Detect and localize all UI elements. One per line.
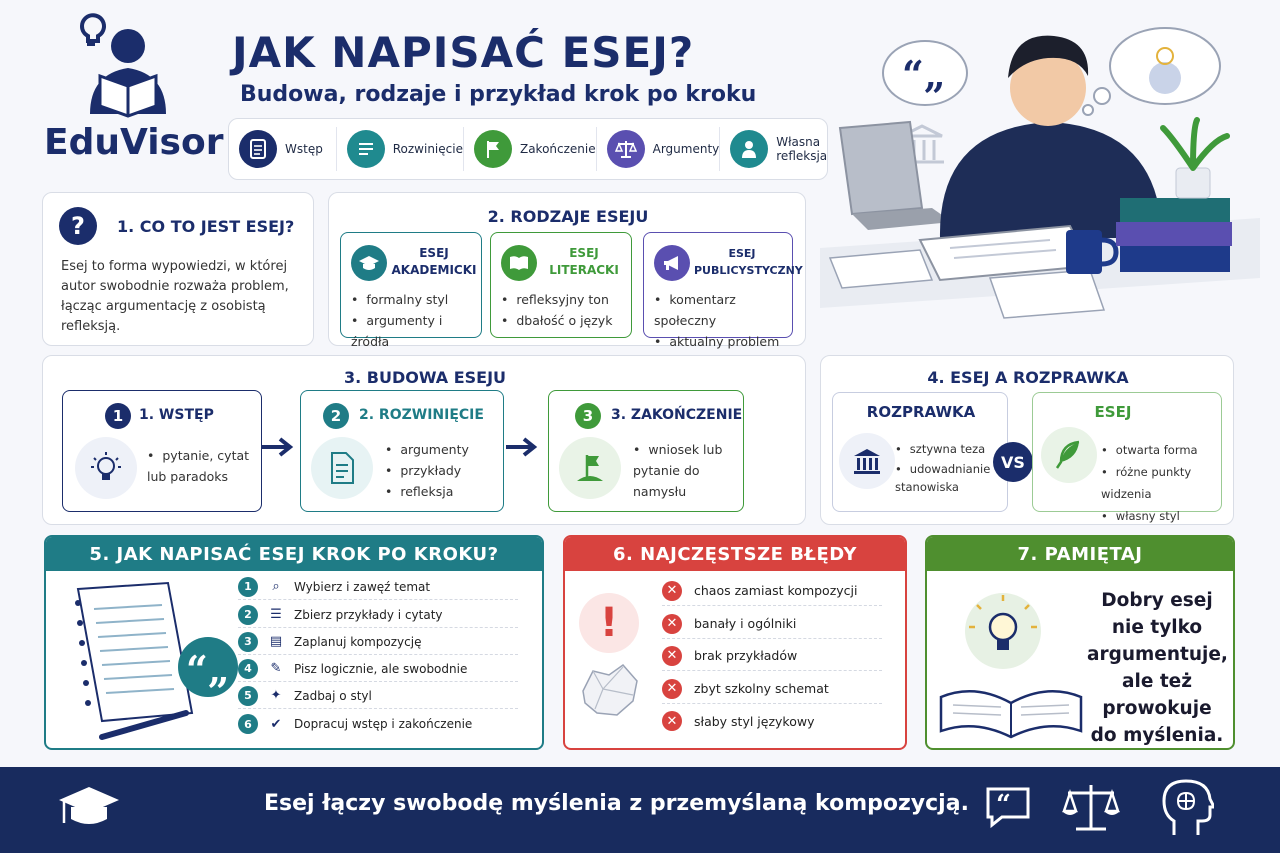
mistake-label: chaos zamiast kompozycji bbox=[694, 583, 858, 598]
student-illustration bbox=[820, 8, 1260, 348]
mistake-item bbox=[662, 641, 882, 671]
section-title: 2. RODZAJE ESEJU bbox=[487, 207, 649, 226]
legend-item-refleksja bbox=[720, 127, 827, 171]
comparison-bullet: • własny styl bbox=[1101, 505, 1221, 527]
x-icon: ✕ bbox=[662, 614, 682, 634]
clipboard-icon: ▤ bbox=[269, 634, 283, 649]
feather-icon bbox=[1041, 427, 1097, 483]
remember-text: Dobry esej nie tylko argumentuje, ale też prowokuje do myślenia. bbox=[1087, 590, 1228, 746]
notebook-illustration bbox=[58, 579, 238, 747]
type-card-akademicki bbox=[340, 232, 482, 349]
graduation-cap-icon bbox=[56, 783, 122, 833]
section-title: 5. JAK NAPISAĆ ESEJ KROK PO KROKU? bbox=[46, 537, 542, 571]
howto-step bbox=[238, 574, 518, 600]
megaphone-icon bbox=[654, 245, 690, 281]
step-number: 2 bbox=[323, 403, 349, 429]
comparison-esej bbox=[1032, 392, 1222, 523]
footer-banner bbox=[0, 767, 1280, 853]
comparison-bullet: • różne punkty widzenia bbox=[1101, 461, 1221, 505]
type-title: ESEJ AKADEMICKI bbox=[391, 246, 477, 277]
structure-step-wstep bbox=[62, 390, 262, 512]
reader-logo-icon bbox=[40, 10, 210, 122]
type-bullet: • formalny styl bbox=[351, 289, 481, 310]
step-number: 2 bbox=[238, 605, 258, 625]
comparison-bullet: • sztywna teza bbox=[895, 439, 1007, 460]
step-number: 1 bbox=[238, 577, 258, 597]
arrow-icon bbox=[506, 437, 542, 457]
legend-label: Własna refleksja bbox=[776, 135, 828, 163]
step-number: 4 bbox=[238, 659, 258, 679]
arrow-icon bbox=[262, 437, 298, 457]
svg-text:“„: “„ bbox=[902, 52, 946, 97]
step-number: 5 bbox=[238, 686, 258, 706]
flag-icon bbox=[559, 437, 621, 499]
brain-icon bbox=[1162, 779, 1214, 839]
question-icon: ? bbox=[59, 207, 97, 245]
comparison-bullet: • udowadnianie stanowiska bbox=[895, 460, 1007, 496]
footer-text: Esej łączy swobodę myślenia z przemyślaną kompozycją. bbox=[264, 791, 969, 816]
section-title: 4. ESEJ A ROZPRAWKA bbox=[927, 368, 1129, 387]
legend-label: Wstęp bbox=[285, 142, 323, 156]
document-icon bbox=[311, 437, 373, 499]
legend-label: Argumenty bbox=[652, 142, 720, 156]
svg-text:“: “ bbox=[996, 790, 1011, 820]
lightbulb-book-illustration bbox=[937, 587, 1087, 743]
sparkle-icon: ✦ bbox=[270, 688, 282, 703]
page-title: JAK NAPISAĆ ESEJ? bbox=[232, 28, 695, 77]
section-title: 1. CO TO JEST ESEJ? bbox=[117, 217, 295, 236]
structure-step-zakonczenie bbox=[548, 390, 744, 512]
step-label: Pisz logicznie, ale swobodnie bbox=[294, 661, 468, 676]
howto-step bbox=[238, 711, 518, 737]
step-number: 6 bbox=[238, 714, 258, 734]
page-subtitle: Budowa, rodzaje i przykład krok po kroku bbox=[240, 82, 757, 107]
pen-icon: ✎ bbox=[270, 661, 282, 676]
section-title: 3. BUDOWA ESEJU bbox=[343, 368, 507, 387]
mistake-label: banały i ogólniki bbox=[694, 616, 797, 631]
type-title: ESEJ LITERACKI bbox=[549, 246, 619, 277]
structure-step-rozwiniecie bbox=[300, 390, 504, 512]
legend-bar bbox=[228, 118, 828, 180]
book-icon bbox=[501, 245, 537, 281]
comparison-rozprawka bbox=[832, 392, 1008, 512]
step-title: 2. ROZWINIĘCIE bbox=[359, 407, 484, 423]
building-icon bbox=[839, 433, 895, 489]
step-title: 3. ZAKOŃCZENIE bbox=[611, 407, 743, 423]
x-icon: ✕ bbox=[662, 679, 682, 699]
type-title: ESEJ PUBLICYSTYCZNY bbox=[694, 247, 803, 277]
x-icon: ✕ bbox=[662, 581, 682, 601]
type-card-literacki bbox=[490, 232, 632, 338]
comparison-title: ROZPRAWKA bbox=[866, 403, 976, 421]
brand-logo bbox=[40, 10, 224, 170]
legend-item-rozwiniecie bbox=[337, 127, 464, 171]
step-bullet: • argumenty bbox=[385, 439, 469, 460]
legend-item-zakonczenie bbox=[464, 127, 597, 171]
mistake-item bbox=[662, 576, 882, 606]
step-bullet: • wniosek lub pytanie do namysłu bbox=[633, 439, 737, 502]
type-bullet: • aktualny problem bbox=[654, 331, 792, 352]
mistake-item bbox=[662, 706, 882, 736]
howto-step bbox=[238, 602, 518, 628]
vs-badge: VS bbox=[993, 442, 1033, 482]
brand-name: EduVisor bbox=[44, 122, 224, 163]
legend-label: Rozwinięcie bbox=[392, 142, 463, 156]
type-bullet: • refleksyjny ton bbox=[501, 289, 612, 310]
comparison-title: ESEJ bbox=[1094, 403, 1132, 421]
step-label: Zaplanuj kompozycję bbox=[294, 634, 422, 649]
lines-icon bbox=[347, 130, 385, 168]
legend-item-wstep bbox=[229, 127, 337, 171]
search-icon: ⌕ bbox=[272, 579, 280, 594]
step-title: 1. WSTĘP bbox=[139, 407, 214, 423]
howto-step bbox=[238, 629, 518, 655]
person-icon bbox=[730, 130, 768, 168]
quote-icon bbox=[984, 783, 1032, 831]
type-bullet: • komentarz społeczny bbox=[654, 289, 792, 331]
x-icon: ✕ bbox=[662, 711, 682, 731]
type-card-publicystyczny bbox=[643, 232, 803, 349]
mistake-label: zbyt szkolny schemat bbox=[694, 681, 829, 696]
graduation-cap-icon bbox=[351, 245, 387, 281]
warning-icon: ! bbox=[579, 593, 639, 653]
step-label: Zbierz przykłady i cytaty bbox=[294, 607, 443, 622]
legend-item-argumenty bbox=[597, 127, 721, 171]
legend-label: Zakończenie bbox=[519, 142, 596, 156]
section-definition bbox=[42, 192, 314, 346]
crumpled-paper-icon bbox=[575, 661, 645, 721]
step-bullet: • przykłady bbox=[385, 460, 469, 481]
section-title: 6. NAJCZĘSTSZE BŁĘDY bbox=[565, 537, 905, 571]
mistake-item bbox=[662, 609, 882, 639]
type-bullet: • argumenty i źródła bbox=[351, 310, 481, 352]
comparison-bullet: • otwarta forma bbox=[1101, 439, 1221, 461]
type-bullet: • dbałość o język bbox=[501, 310, 612, 331]
x-icon: ✕ bbox=[662, 646, 682, 666]
section-text: Esej to forma wypowiedzi, w której autor swobodnie rozważa problem, łącząc argumentację z osobistą refleksją. bbox=[61, 259, 289, 334]
lightbulb-icon bbox=[75, 437, 137, 499]
step-label: Zadbaj o styl bbox=[294, 688, 372, 703]
books-icon: ☰ bbox=[270, 607, 282, 622]
howto-step bbox=[238, 683, 518, 709]
section-remember bbox=[925, 535, 1235, 750]
mistake-label: słaby styl językowy bbox=[694, 713, 815, 729]
step-bullet: • refleksja bbox=[385, 481, 469, 502]
scales-icon bbox=[1062, 781, 1120, 835]
svg-text:“„: “„ bbox=[186, 647, 230, 692]
document-icon bbox=[239, 130, 277, 168]
scales-icon bbox=[607, 130, 645, 168]
check-icon: ✔ bbox=[270, 716, 282, 732]
section-title: 7. PAMIĘTAJ bbox=[927, 537, 1233, 571]
step-number: 3 bbox=[575, 403, 601, 429]
step-number: 3 bbox=[238, 632, 258, 652]
mistake-label: brak przykładów bbox=[694, 648, 798, 663]
flag-icon bbox=[474, 130, 512, 168]
step-bullet: • pytanie, cytat lub paradoks bbox=[147, 445, 257, 487]
mistake-item bbox=[662, 674, 882, 704]
step-number: 1 bbox=[105, 403, 131, 429]
step-label: Wybierz i zawęź temat bbox=[294, 579, 431, 594]
step-label: Dopracuj wstęp i zakończenie bbox=[294, 717, 473, 731]
howto-step bbox=[238, 656, 518, 682]
